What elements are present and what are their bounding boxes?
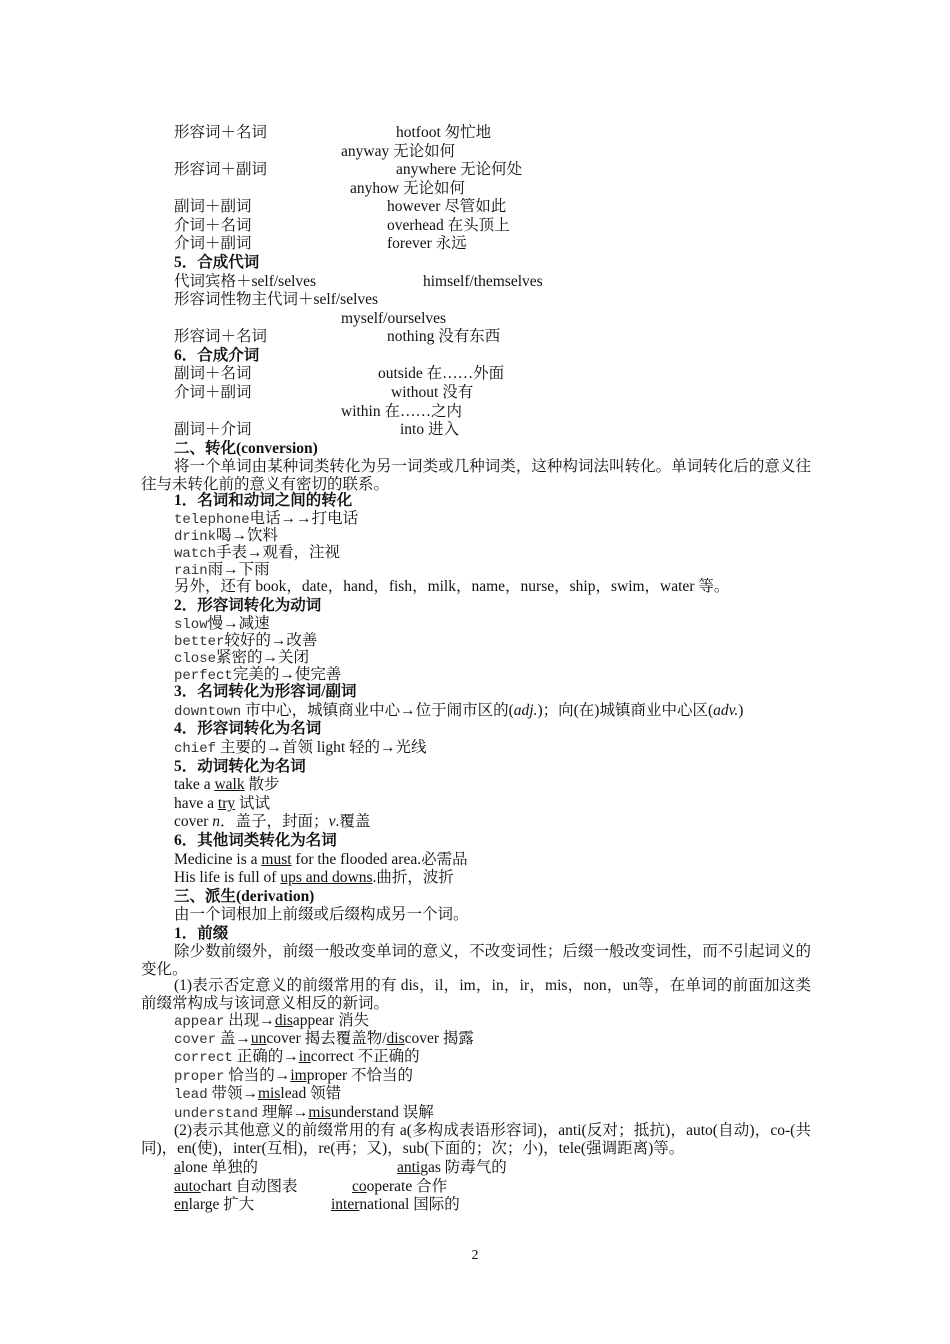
prefix: en: [174, 1196, 189, 1213]
compound-example: myself/ourselves: [341, 310, 447, 327]
prefix: dis: [386, 1030, 405, 1047]
compound-line: 形容词＋副词: [174, 161, 268, 178]
prefix: dis: [274, 1012, 293, 1029]
text: have a: [174, 795, 218, 812]
section-heading: 1．前缀: [174, 925, 229, 942]
example-line: 另外，还有 book，date，hand，fish，milk，name，nurse，ship，swim，water 等。: [174, 578, 730, 595]
prefix: a: [174, 1159, 181, 1176]
keyword: walk: [214, 776, 245, 793]
gloss: proper 不恰当的: [306, 1067, 414, 1084]
gloss: 慢→减速: [207, 615, 270, 632]
prefix: un: [250, 1030, 267, 1047]
headword: lead: [174, 1087, 208, 1103]
paragraph: (1)表示否定意义的前缀常用的有 dis，il，im，in，ir，mis，non，un等，在单词的前面加这类前缀常构成与该词意义相反的新词。: [141, 977, 811, 1012]
example-line: [397, 1159, 507, 1177]
headword: rain: [174, 563, 208, 579]
example-line: [174, 1104, 434, 1123]
headword: slow: [174, 617, 208, 633]
headword: watch: [174, 546, 217, 562]
example-line: [174, 702, 743, 721]
gloss: 手表→观看，注视: [216, 544, 341, 561]
example-line: [174, 1012, 369, 1031]
gloss: 出现→: [228, 1012, 275, 1029]
gloss: operate 合作: [366, 1178, 448, 1195]
gloss: correct 不正确的: [310, 1048, 420, 1065]
compound-example: himself/themselves: [423, 273, 543, 290]
text: 散步: [244, 776, 280, 793]
section-heading: 6．合成介词: [174, 347, 260, 364]
text: .覆盖: [335, 813, 371, 830]
gloss: national 国际的: [359, 1196, 460, 1213]
example-line: [174, 1159, 258, 1177]
text: take a: [174, 776, 215, 793]
gloss: 恰当的→: [228, 1067, 291, 1084]
example-line: [174, 1048, 420, 1067]
prefix: in: [298, 1048, 311, 1065]
text: 试试: [235, 795, 270, 812]
example-line: [174, 1067, 413, 1086]
example-line: [331, 1196, 460, 1214]
gloss: 电话→→打电话: [249, 510, 359, 527]
example-line: [174, 776, 279, 794]
compound-example: without 没有: [391, 384, 474, 401]
gloss: 紧密的→关闭: [216, 649, 310, 666]
gloss: 雨→下雨: [207, 561, 270, 578]
gloss: 带领→: [211, 1085, 258, 1102]
compound-line: 代词宾格＋self/selves: [174, 273, 317, 290]
paragraph: 由一个词根加上前缀或后缀构成另一个词。: [174, 906, 469, 923]
text: .曲折，波折: [372, 869, 454, 886]
example-line: [174, 739, 427, 758]
gloss: 喝→饮料: [216, 527, 279, 544]
compound-line: 形容词＋名词: [174, 328, 268, 345]
text: for the flooded area.必需品: [291, 851, 468, 868]
pos-tag: v: [328, 813, 336, 830]
text: ．盖子，封面；: [220, 813, 329, 830]
chapter-heading: 二、转化(conversion): [174, 440, 318, 457]
headword: perfect: [174, 668, 233, 684]
prefix: co: [352, 1178, 367, 1195]
gloss: 较好的→改善: [224, 632, 318, 649]
headword: proper: [174, 1069, 225, 1085]
compound-example: anyway 无论如何: [341, 143, 456, 160]
prefix: mis: [258, 1085, 281, 1102]
compound-line: 副词＋名词: [174, 365, 252, 382]
headword: cover: [174, 1032, 217, 1048]
gloss: lead 领错: [280, 1085, 342, 1102]
chapter-heading: 三、派生(derivation): [174, 888, 315, 905]
gloss: large 扩大: [188, 1196, 255, 1213]
headword: correct: [174, 1050, 233, 1066]
section-heading: 1．名词和动词之间的转化: [174, 492, 353, 509]
compound-line: 形容词性物主代词＋self/selves: [174, 291, 379, 308]
gloss: lone 单独的: [180, 1159, 258, 1176]
prefix: mis: [308, 1104, 331, 1121]
gloss: chart 自动图表: [200, 1178, 298, 1195]
paragraph: 除少数前缀外，前缀一般改变单词的意义，不改变词性；后缀一般改变词性，而不引起词义的变化。: [141, 943, 811, 978]
paragraph: (2)表示其他意义的前缀常用的有 a(多构成表语形容词)，anti(反对；抵抗)，auto(自动)，co-(共同)，en(使)，inter(互相)，re(再；又)，sub(下面的；次；小)，tele(强调距离)等。: [141, 1122, 811, 1157]
headword: close: [174, 651, 217, 667]
gloss: 完美的→使完善: [232, 666, 342, 683]
gloss: understand 误解: [330, 1104, 434, 1121]
headword: drink: [174, 529, 217, 545]
prefix: anti: [397, 1159, 421, 1176]
example-line: [174, 851, 468, 869]
pos-tag: adj.: [513, 702, 538, 719]
example-line: [174, 1085, 341, 1104]
example-line: [174, 869, 454, 887]
compound-example: overhead 在头顶上: [387, 217, 510, 234]
paragraph: 将一个单词由某种词类转化为另一词类或几种词类，这种构词法叫转化。单词转化后的意义往往与未转化前的意义有密切的联系。: [141, 458, 811, 493]
example-line: [174, 795, 270, 813]
page-number: 2: [471, 1248, 479, 1263]
compound-example: forever 永远: [387, 235, 467, 252]
text: Medicine is a: [174, 851, 262, 868]
example-line: [174, 1196, 254, 1214]
keyword: ups and downs: [280, 869, 373, 886]
headword: better: [174, 634, 225, 650]
prefix: auto: [174, 1178, 201, 1195]
example-line: [352, 1178, 447, 1196]
section-heading: 6．其他词类转化为名词: [174, 832, 337, 849]
gloss: gas 防毒气的: [420, 1159, 507, 1176]
gloss: 主要的→首领 light 轻的→光线: [219, 739, 427, 756]
section-heading: 3．名词转化为形容词/副词: [174, 683, 357, 700]
gloss: ): [738, 702, 744, 719]
headword: appear: [174, 1014, 225, 1030]
gloss: 市中心，城镇商业中心→位于闹市区的(: [245, 702, 514, 719]
compound-line: 副词＋副词: [174, 198, 252, 215]
pos-tag: adv.: [713, 702, 739, 719]
gloss: 盖→: [219, 1030, 251, 1047]
compound-line: 介词＋名词: [174, 217, 252, 234]
compound-line: 介词＋副词: [174, 235, 252, 252]
prefix: im: [290, 1067, 307, 1084]
text: His life is full of: [174, 869, 281, 886]
section-heading: 2．形容词转化为动词: [174, 597, 322, 614]
compound-example: outside 在……外面: [378, 365, 505, 382]
keyword: try: [217, 795, 236, 812]
gloss: 正确的→: [236, 1048, 299, 1065]
headword: chief: [174, 741, 217, 757]
headword: understand: [174, 1106, 259, 1122]
compound-line: 介词＋副词: [174, 384, 252, 401]
pos-tag: n: [212, 813, 221, 830]
compound-example: however 尽管如此: [387, 198, 507, 215]
compound-line: 副词＋介词: [174, 421, 252, 438]
compound-example: anyhow 无论如何: [350, 180, 465, 197]
gloss: appear 消失: [292, 1012, 370, 1029]
example-line: [174, 1178, 298, 1196]
headword: downtown: [174, 704, 242, 720]
compound-example: within 在……之内: [341, 403, 462, 420]
prefix: inter: [331, 1196, 360, 1213]
text: cover: [174, 813, 213, 830]
example-line: [174, 1030, 474, 1049]
compound-line: 形容词＋名词: [174, 124, 268, 141]
section-heading: 5．合成代词: [174, 254, 260, 271]
gloss: 理解→: [258, 1104, 309, 1121]
gloss: cover 揭露: [404, 1030, 474, 1047]
compound-example: anywhere 无论何处: [396, 161, 523, 178]
headword: telephone: [174, 512, 250, 528]
section-heading: 5．动词转化为名词: [174, 758, 306, 775]
compound-example: nothing 没有东西: [387, 328, 501, 345]
gloss: )；向(在)城镇商业中心区(: [537, 702, 714, 719]
example-line: [174, 813, 370, 831]
compound-example: into 进入: [400, 421, 459, 438]
gloss: cover 揭去覆盖物/: [266, 1030, 387, 1047]
keyword: must: [261, 851, 292, 868]
section-heading: 4．形容词转化为名词: [174, 720, 322, 737]
compound-example: hotfoot 匆忙地: [396, 124, 492, 141]
